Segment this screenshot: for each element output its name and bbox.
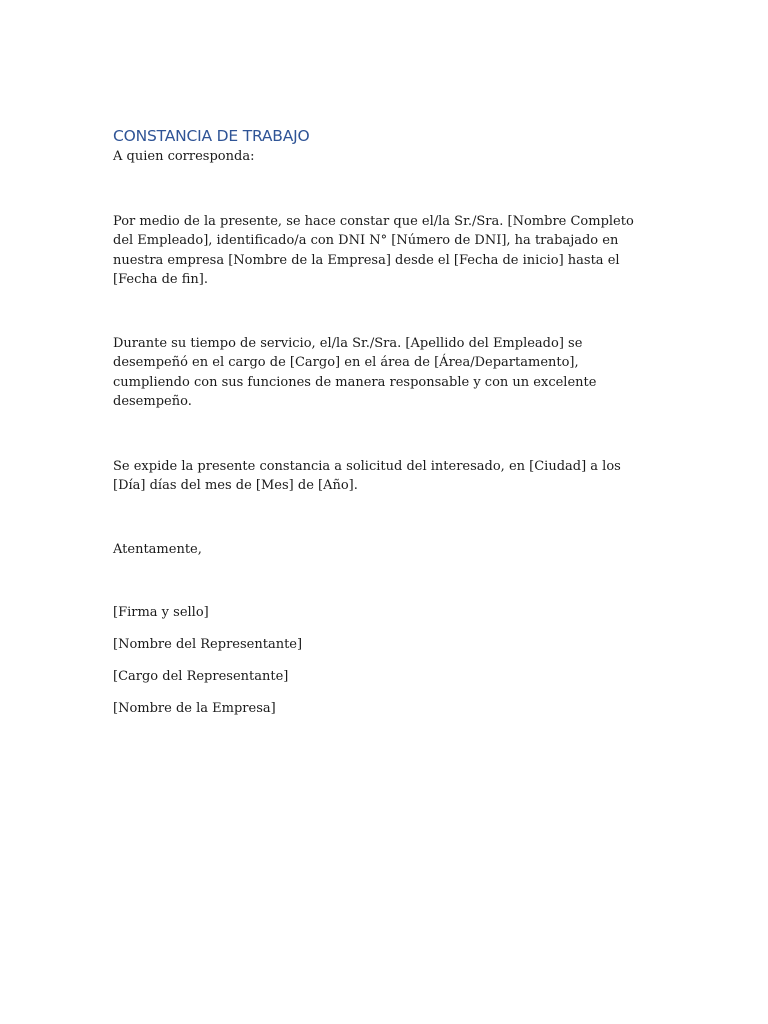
closing: Atentamente, <box>113 541 202 557</box>
signature-company-name: [Nombre de la Empresa] <box>113 701 276 716</box>
signature-representative-position: [Cargo del Representante] <box>113 669 289 684</box>
document-title: CONSTANCIA DE TRABAJO <box>113 127 310 145</box>
signature-seal: [Firma y sello] <box>113 605 209 620</box>
spacer <box>113 412 653 457</box>
paragraph-performance: Durante su tiempo de servicio, el/la Sr./Sra. [Apellido del Empleado] se desempeñó en el cargo de [Cargo] en el área de [Área/Departamento], cumpliendo con sus funciones de manera responsable y con un excelente desempeño. <box>113 335 597 409</box>
salutation: A quien corresponda: <box>113 149 255 164</box>
spacer <box>113 167 653 212</box>
document-body <box>113 125 653 731</box>
spacer <box>113 290 653 334</box>
spacer <box>113 559 653 603</box>
paragraph-issuance: Se expide la presente constancia a solicitud del interesado, en [Ciudad] a los [Día] días del mes de [Mes] de [Año]. <box>113 458 621 493</box>
paragraph-employment: Por medio de la presente, se hace constar que el/la Sr./Sra. [Nombre Completo del Empleado], identificado/a con DNI N° [Número de DNI], ha trabajado en nuestra empresa [Nombre de la Empresa] desde el [Fecha de inicio] hasta el [Fecha de fin]. <box>113 213 634 287</box>
spacer <box>113 496 653 540</box>
signature-representative-name: [Nombre del Representante] <box>113 637 303 652</box>
